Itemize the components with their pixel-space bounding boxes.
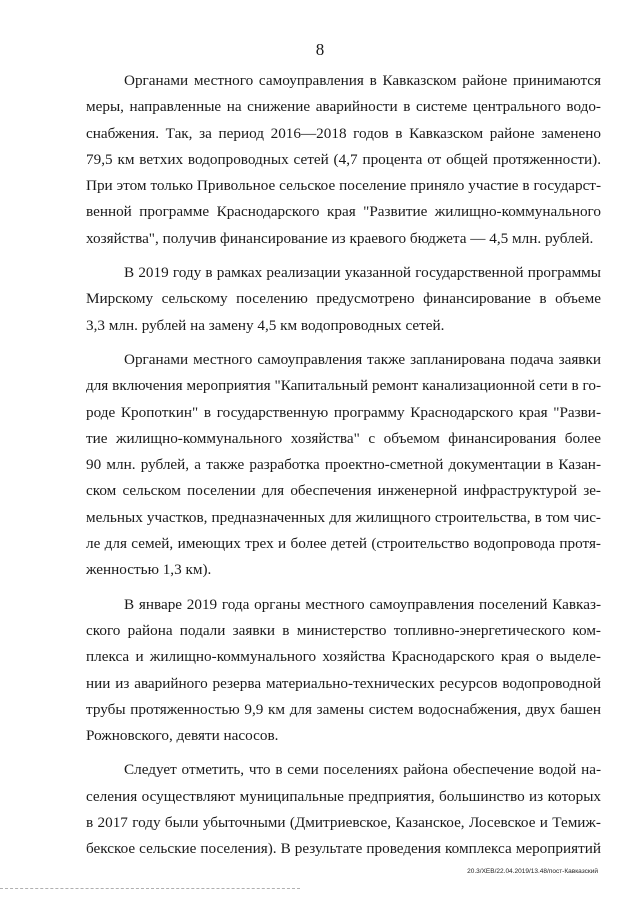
text-line: Органами местного самоуправления в Кавказском районе принимаются <box>124 72 601 89</box>
paragraph <box>86 592 601 750</box>
text-line: В 2019 году в рамках реализации указанной государственной программы <box>124 264 601 282</box>
document-body <box>86 68 601 871</box>
text-line: селения осуществляют муниципальные предприятия, большинство из которых <box>86 787 601 805</box>
text-line: ле для семей, имеющих трех и более детей (строительство водопровода протя- <box>86 535 601 553</box>
text-line: В январе 2019 года органы местного самоуправления поселений Кавказ- <box>124 595 601 613</box>
text-line: Следует отметить, что в семи поселениях района обеспечение водой на- <box>124 761 601 779</box>
text-line: хозяйства", получив финансирование из краевого бюджета — 4,5 млн. рублей. <box>86 229 594 247</box>
footer-document-code: 20.3/ХЕВ/22.04.2019/13.48/пост-Кавказский <box>467 868 598 875</box>
text-line: При этом только Привольное сельское поселение приняло участие в государст- <box>86 177 601 195</box>
paragraph <box>86 757 601 862</box>
text-line: 3,3 млн. рублей на замену 4,5 км водопроводных сетей. <box>86 316 445 334</box>
text-line: 79,5 км ветхих водопроводных сетей (4,7 процента от общей протяженности). <box>86 150 601 168</box>
paragraph <box>86 347 601 584</box>
text-line: меры, направленные на снижение аварийности в системе центрального водо- <box>86 98 601 116</box>
text-line: Мирскому сельскому поселению предусмотрено финансирование в объеме <box>86 290 601 308</box>
paragraph <box>86 68 601 252</box>
text-line: венной программе Краснодарского края "Развитие жилищно-коммунального <box>86 203 601 221</box>
text-line: женностью 1,3 км). <box>86 561 212 579</box>
text-line: плекса и жилищно-коммунального хозяйства Краснодарского края о выделе- <box>86 648 601 666</box>
text-line: для включения мероприятия "Капитальный ремонт канализационной сети в го- <box>86 377 601 395</box>
text-line: снабжения. Так, за период 2016—2018 годов в Кавказском районе заменено <box>86 124 601 142</box>
scan-edge-divider <box>0 888 300 889</box>
text-line: ского района подали заявки в министерство топливно-энергетического ком- <box>86 621 601 639</box>
text-line: роде Кропоткин" в государственную программу Краснодарского края "Разви- <box>86 403 601 421</box>
text-line: Органами местного самоуправления также запланирована подача заявки <box>124 350 601 368</box>
text-line: нии из аварийного резерва материально-технических ресурсов водопроводной <box>86 674 601 692</box>
text-line: Рожновского, девяти насосов. <box>86 727 279 745</box>
text-line: трубы протяженностью 9,9 км для замены систем водоснабжения, двух башен <box>86 700 601 718</box>
text-line: бекское сельские поселения). В результате проведения комплекса мероприятий <box>86 840 601 858</box>
text-line: ском сельском поселении для обеспечения инженерной инфраструктурой зе- <box>86 482 601 500</box>
page-number: 8 <box>315 40 325 59</box>
text-line: тие жилищно-коммунального хозяйства" с объемом финансирования более <box>86 429 601 447</box>
text-line: 90 млн. рублей, а также разработка проектно-сметной документации в Казан- <box>86 456 601 474</box>
paragraph <box>86 260 601 339</box>
text-line: мельных участков, предназначенных для жилищного строительства, в том чис- <box>86 508 601 526</box>
text-line: в 2017 году были убыточными (Дмитриевское, Казанское, Лосевское и Темиж- <box>86 814 601 832</box>
